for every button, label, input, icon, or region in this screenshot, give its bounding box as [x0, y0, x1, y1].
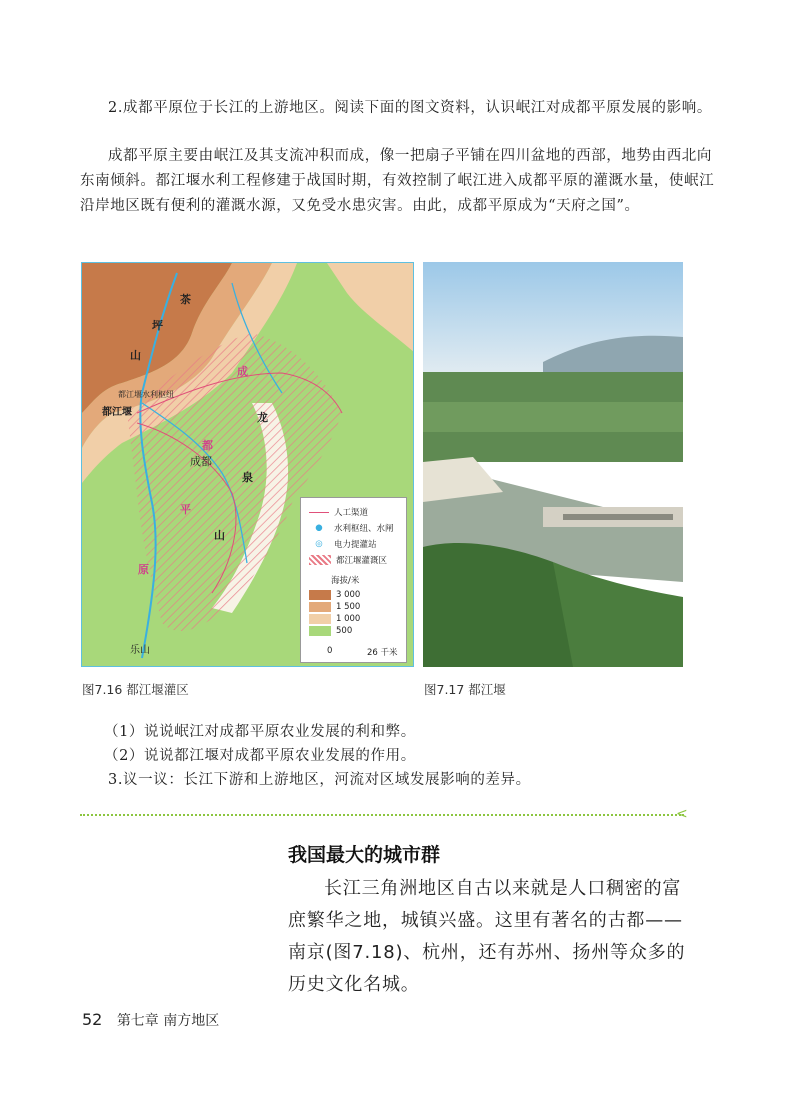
- hatch-swatch: [309, 555, 331, 565]
- legend-elev-title: 海拔/米: [331, 576, 360, 586]
- sub-question-1: （1）说说岷江对成都平原农业发展的利和弊。: [104, 724, 416, 740]
- section-divider: [80, 814, 684, 816]
- legend-elev-1500: 1 500: [336, 602, 361, 612]
- legend-hub: 水利枢纽、水闸: [334, 524, 394, 534]
- map-label-shan2: 山: [214, 529, 225, 542]
- legend-elev-1000: 1 000: [336, 614, 361, 624]
- map-label-yuan: 原: [138, 563, 149, 576]
- chapter-title: 第七章 南方地区: [116, 1013, 220, 1029]
- question-2: 2.成都平原位于长江的上游地区。阅读下面的图文资料，认识岷江对成都平原发展的影响。: [108, 100, 712, 116]
- legend-elev-500: 500: [336, 626, 353, 636]
- legend-elev-3000: 3 000: [336, 590, 361, 600]
- map-label-du: 都: [202, 439, 213, 452]
- city-chengdu: 成都: [190, 455, 212, 468]
- section-title: 我国最大的城市群: [288, 844, 441, 866]
- sub-question-2: （2）说说都江堰对成都平原农业发展的作用。: [104, 748, 416, 764]
- intro-paragraph: 成都平原主要由岷江及其支流冲积而成，像一把扇子平铺在四川盆地的西部，地势由西北向东南倾斜。都江堰水利工程修建于战国时期，有效控制了岷江进入成都平原的灌溉水量，使岷江沿岸地区既有便利的灌溉水源，又免受水患灾害。由此，成都平原成为“天府之国”。: [80, 148, 715, 214]
- map-label-cheng: 成: [237, 365, 248, 378]
- photo-graphic: [423, 262, 683, 667]
- page-number: 52: [82, 1010, 103, 1029]
- city-leshan: 乐山: [130, 645, 150, 656]
- legend-irrigation: 都江堰灌溉区: [336, 556, 388, 566]
- elev-swatch-1500: [309, 602, 331, 612]
- scale-zero: 0: [327, 646, 333, 656]
- map-label-ping: 坪: [152, 319, 163, 332]
- canal-line-icon: [309, 512, 329, 513]
- map-legend: [300, 497, 407, 663]
- map-label-quan: 泉: [242, 471, 253, 484]
- hub-icon: ●: [315, 523, 323, 533]
- divider-arrow-icon: <: [676, 806, 688, 822]
- map-label-ping2: 平: [180, 503, 191, 516]
- dujiangyan-photo: [423, 262, 683, 667]
- legend-canal: 人工渠道: [334, 508, 369, 518]
- elev-swatch-1000: [309, 614, 331, 624]
- map-label-long: 龙: [257, 411, 268, 424]
- irrigation-map: [81, 262, 414, 667]
- elev-swatch-500: [309, 626, 331, 636]
- station-icon: ◎: [315, 539, 323, 549]
- page-footer: [82, 1010, 219, 1030]
- city-dujiangyan: 都江堰: [102, 407, 132, 418]
- figure-7-16-caption: 图7.16 都江堰灌区: [82, 682, 189, 697]
- question-3: 3.议一议：长江下游和上游地区，河流对区域发展影响的差异。: [108, 772, 531, 788]
- figure-7-17-caption: 图7.17 都江堰: [424, 682, 506, 697]
- scale-label: 26 千米: [367, 648, 398, 658]
- map-label-shan: 山: [130, 349, 141, 362]
- legend-station: 电力提灌站: [334, 540, 377, 550]
- hub-label: 都江堰水利枢纽: [118, 390, 174, 399]
- elev-swatch-3000: [309, 590, 331, 600]
- map-label-cha: 茶: [180, 293, 191, 306]
- section-body: 长江三角洲地区自古以来就是人口稠密的富庶繁华之地，城镇兴盛。这里有著名的古都——南京(图7.18)、杭州，还有苏州、扬州等众多的历史文化名城。: [288, 878, 686, 995]
